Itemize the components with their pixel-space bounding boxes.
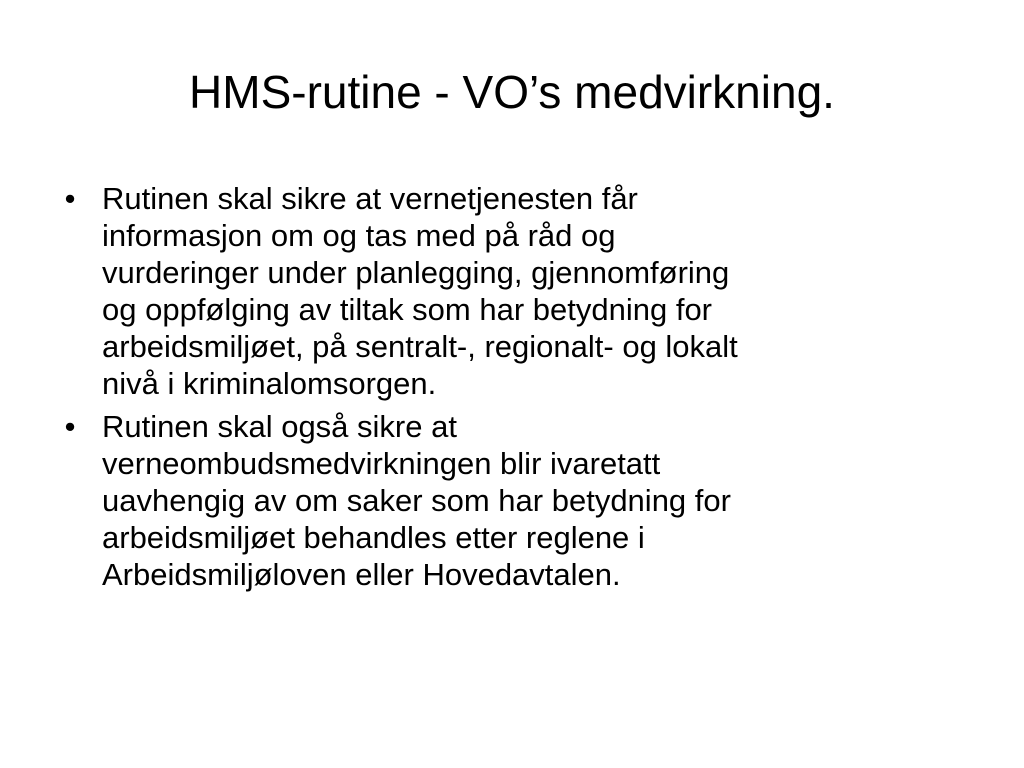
bullet-text: Rutinen skal også sikre at verneombudsmedvirkningen blir ivaretatt uavhengig av om saker som har betydning for arbeidsmiljøet behandles etter reglene i Arbeidsmiljøloven eller Hovedavtalen.	[102, 409, 731, 592]
bullet-dot-icon: •	[64, 181, 76, 216]
bullet-list	[60, 180, 960, 599]
bullet-text: Rutinen skal sikre at vernetjenesten får informasjon om og tas med på råd og vurderinger under planlegging, gjennomføring og oppfølging av tiltak som har betydning for arbeidsmiljøet, på sentralt-, regionalt- og lokalt nivå i kriminalomsorgen.	[102, 181, 738, 401]
bullet-dot-icon: •	[64, 409, 76, 444]
bullet-item	[60, 408, 960, 593]
slide-title: HMS-rutine - VO’s medvirkning.	[189, 66, 835, 118]
bullet-item	[60, 180, 960, 402]
